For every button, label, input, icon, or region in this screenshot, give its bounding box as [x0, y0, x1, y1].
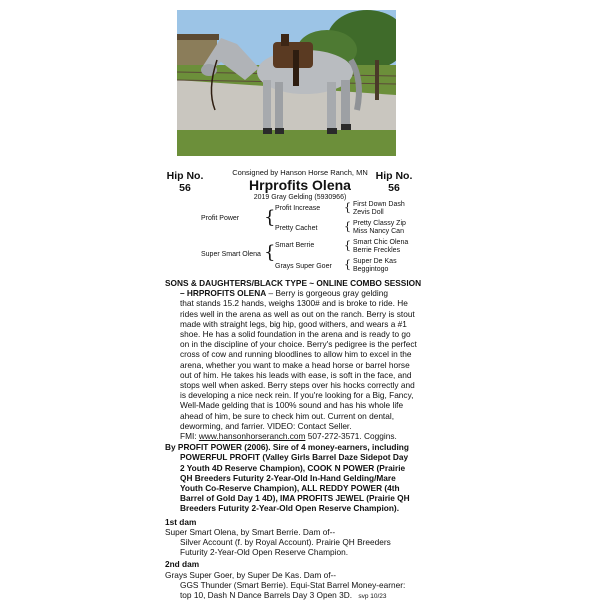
- produce-line: Futurity 2-Year-Old Open Reserve Champion.: [180, 547, 349, 558]
- sire-line: Breeders Futurity 2-Year-Old Open Reserve Champion).: [180, 503, 400, 514]
- sire-line: QH Breeders Futurity 2-Year-Old In-Hand Gelding/Mare: [180, 472, 396, 483]
- consignor: Consigned by Hanson Horse Ranch, MN: [232, 168, 368, 177]
- first-dam-produce: [165, 537, 425, 557]
- brace: {: [264, 242, 276, 263]
- description-line: on in the discipline of your choice. Berry's pedigree is the perfect: [180, 339, 417, 350]
- pedigree-dam-dam: Grays Super Goer: [275, 263, 332, 270]
- pedigree-gen3: Pretty Classy Zip: [353, 220, 406, 227]
- footer-code: svp 10/23: [358, 593, 387, 601]
- fmi-label: FMI:: [180, 431, 197, 442]
- description-line: arena, whether you want to make a head horse or barrel horse: [180, 359, 410, 370]
- first-dam-heading: 1st dam: [165, 516, 197, 527]
- pedigree-sire: Profit Power: [201, 215, 240, 222]
- pedigree-gen3: Beggintogo: [353, 266, 389, 273]
- description-line: cross of cow and running bloodlines to allow him to excel in the: [180, 349, 412, 360]
- description-line: is developing a nice neck rein. If you're looking for a Big, Fancy,: [180, 390, 414, 401]
- website-link[interactable]: www.hansonhorseranch.com: [198, 431, 306, 442]
- sire-line: 2 Youth 4D Reserve Champion), COOK N POWER (Prairie: [180, 462, 406, 473]
- description-line: Well-Made gelding that is 100% sound and has his whole life: [180, 400, 404, 411]
- pedigree-gen3: Miss Nancy Can: [353, 228, 404, 235]
- brace: {: [344, 201, 351, 214]
- description-line: deworming, and farrier. VIDEO: Contact Seller.: [180, 420, 352, 431]
- second-dam-heading: 2nd dam: [165, 559, 200, 570]
- pedigree-gen3: First Down Dash: [353, 201, 405, 208]
- pedigree-dam-sire: Smart Berrie: [275, 242, 315, 249]
- pedigree-gen3: Super De Kas: [353, 258, 397, 265]
- pedigree-gen3: Berrie Freckles: [353, 247, 401, 254]
- description-line: out of him. He takes his leads with ease, is soft in the face, and: [180, 369, 412, 380]
- registration: 2019 Gray Gelding (5930966): [253, 194, 347, 201]
- hip-label: Hip No.: [375, 170, 413, 182]
- horse-name: Hrprofits Olena: [249, 177, 351, 193]
- brace: {: [344, 220, 351, 233]
- description-line: shoe. He has a solid foundation in the arena and is ready to go: [180, 329, 411, 340]
- sire-lead: By PROFIT POWER (2006). Sire of 4 money-earners, including: [165, 442, 409, 453]
- produce-line: Silver Account (f. by Royal Account). Prairie QH Breeders: [180, 537, 391, 548]
- produce-line: top 10, Dash N Dance Barrels Day 3 Open 3D.: [180, 590, 353, 601]
- description-line: stops well when asked. Berry steps over his hocks correctly and: [180, 380, 415, 391]
- first-dam-section: [165, 517, 425, 558]
- second-dam-produce: [165, 580, 425, 602]
- brace: {: [264, 207, 276, 228]
- description-line: that stands 15.2 hands, weighs 1300# and is broke to ride. He: [180, 298, 408, 309]
- second-dam-section: [165, 559, 425, 602]
- pedigree-dam: Super Smart Olena: [201, 251, 261, 258]
- produce-line-last: [180, 590, 425, 602]
- pedigree-sire-sire: Profit Increase: [275, 205, 321, 212]
- description-line: Berry is gorgeous gray gelding: [275, 288, 388, 299]
- pedigree-sire-dam: Pretty Cachet: [275, 225, 318, 232]
- description-heading: SONS & DAUGHTERS/BLACK TYPE ~ ONLINE COMBO SESSION – HRPROFITS OLENA: [165, 278, 422, 299]
- pedigree-gen3: Smart Chic Olena: [353, 239, 409, 246]
- pedigree-gen3: Zevis Doll: [353, 209, 384, 216]
- description: [165, 278, 425, 602]
- sire-line: Barrel of Gold Day 1 4D), IMA PROFITS JEWEL (Prairie QH: [180, 493, 410, 504]
- description-body: [165, 298, 425, 441]
- second-dam-line: Grays Super Goer, by Super De Kas. Dam of--: [165, 569, 337, 580]
- hip-number-left: [166, 170, 204, 194]
- hip-value: 56: [388, 182, 400, 194]
- sire-produce: [165, 452, 425, 513]
- contact-line: [180, 431, 425, 441]
- produce-line: GGS Thunder (Smart Berrie). Equi-Stat Barrel Money-earner:: [180, 579, 406, 590]
- hip-label: Hip No.: [166, 170, 204, 182]
- description-line: made with straight legs, big hip, good withers, and wears a #1: [180, 318, 407, 329]
- phone: 507-272-3571. Coggins.: [307, 431, 397, 442]
- description-line: ahead of him, be sure to check him out. Current on dental,: [180, 410, 394, 421]
- brace: {: [344, 258, 351, 271]
- brace: {: [344, 239, 351, 252]
- sire-line: POWERFUL PROFIT (Valley Girls Barrel Daze Sidepot Day: [180, 452, 409, 463]
- sire-info: [165, 442, 425, 513]
- horse-photo: [177, 10, 396, 156]
- sire-line: Youth Co-Reserve Champion), ALL REDDY POWER (4th: [180, 483, 400, 494]
- description-text: SONS & DAUGHTERS/BLACK TYPE ~ ONLINE COMBO SESSION – HRPROFITS OLENA – Berry is gorgeous gray gelding: [165, 278, 422, 299]
- first-dam-line: Super Smart Olena, by Smart Berrie. Dam of--: [165, 526, 336, 537]
- hip-value: 56: [179, 182, 191, 194]
- description-line: rides well in the arena as well as out on the ranch. Berry is stout: [180, 308, 415, 319]
